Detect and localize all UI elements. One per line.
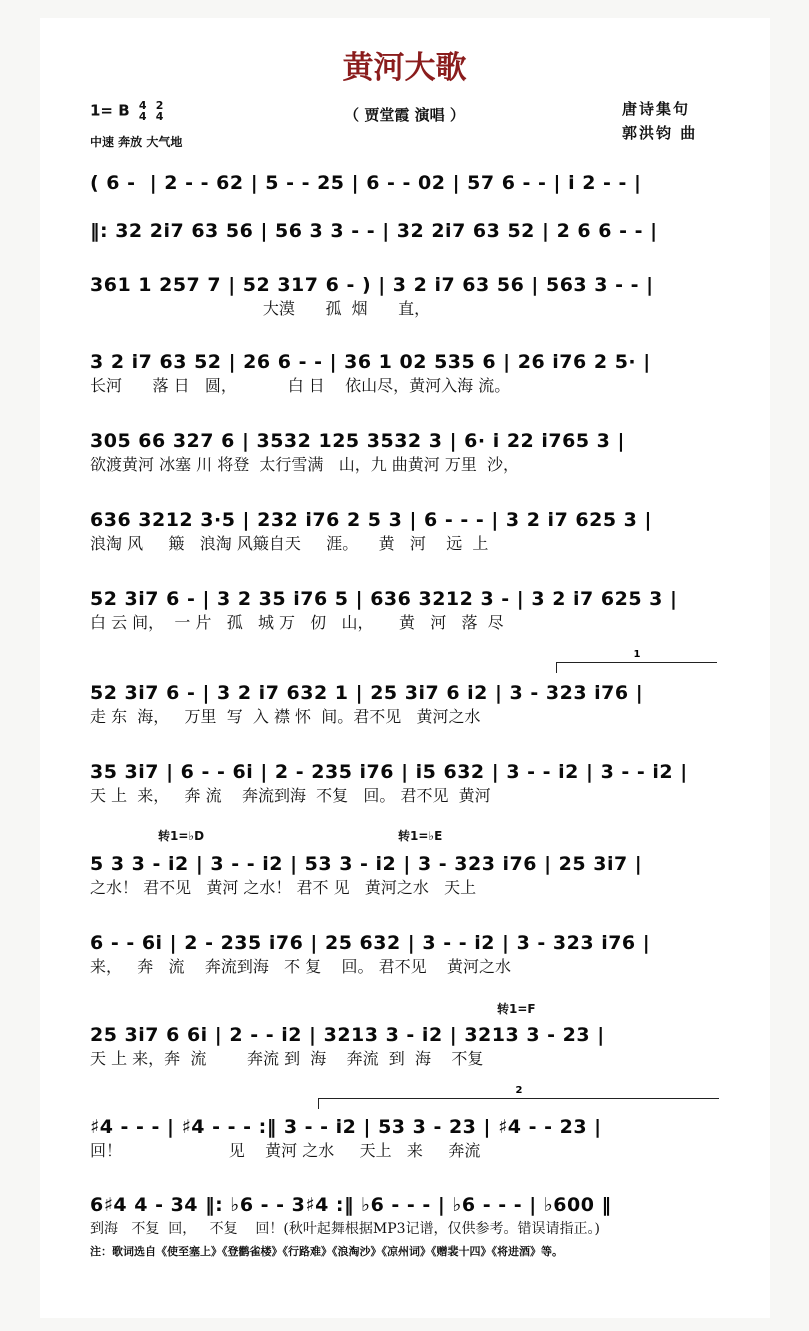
- notation-line: ♯4 - - - | ♯4 - - - :‖ 3 - - i2 | 53 3 - 23 | ♯4 - - 23 |: [90, 1116, 602, 1138]
- song-title: 黄河大歌: [342, 50, 467, 86]
- score-row: [90, 218, 730, 266]
- lyrics-line: 天 上 来， 奔 流 奔流到海 不复 回。 君不见 黄河: [90, 786, 491, 805]
- score-row: [90, 507, 730, 555]
- notation-line: 3 2 i7 63 52 | 26 6 - - | 36 1 02 535 6 | 26 i76 2 5· |: [90, 351, 651, 373]
- lyrics-line: 白 云 间， 一 片 孤 城 万 仞 山， 黄 河 落 尽: [90, 613, 504, 632]
- score-row: [90, 1192, 730, 1240]
- lyrics-line: 到海 不复 回， 不复 回！(秋叶起舞根据MP3记谱，仅供参考。错误请指正。): [90, 1221, 600, 1237]
- notation-line: 5 3 3 - i2 | 3 - - i2 | 53 3 - i2 | 3 - 323 i76 | 25 3i7 |: [90, 853, 643, 875]
- notation-line: 636 3212 3·5 | 232 i76 2 5 3 | 6 - - - | 3 2 i7 625 3 |: [90, 509, 652, 531]
- notation-line: 305 66 327 6 | 3532 125 3532 3 | 6· i 22 i765 3 |: [90, 430, 625, 452]
- lyricist-credit: 唐诗集句: [622, 100, 691, 118]
- meter-one: 4 4: [138, 99, 147, 123]
- footnote: 注：歌词选自《使至塞上》《登鹳雀楼》《行路难》《浪淘沙》《凉州词》《赠裴十四》《将进酒》等。: [90, 1245, 563, 1258]
- notation-line: 52 3i7 6 - | 3 2 i7 632 1 | 25 3i7 6 i2 | 3 - 323 i76 |: [90, 682, 644, 704]
- meter-two: 2 4: [155, 99, 164, 123]
- lyrics-line: 天 上 来，奔 流 奔流 到 海 奔流 到 海 不复: [90, 1049, 484, 1068]
- lyrics-line: 来， 奔 流 奔流到海 不 复 回。 君不见 黄河之水: [90, 957, 511, 976]
- volta-bracket-1: 1: [556, 662, 717, 673]
- score-row: [90, 349, 730, 397]
- key-signature: [90, 100, 163, 122]
- lyrics-line: 走 东 海， 万里 写 入 襟 怀 间。君不见 黄河之水: [90, 707, 481, 726]
- score-row: [90, 930, 730, 978]
- notation-line: ( 6 - | 2 - - 62 | 5 - - 25 | 6 - - 02 | 57 6 - - | i 2 - - |: [90, 172, 642, 194]
- singer-credit: （ 贾堂霞 演唱 ）: [344, 106, 465, 124]
- score-row: [90, 680, 730, 728]
- score-row: [90, 851, 730, 899]
- lyrics-line: 欲渡黄河 冰塞 川 将登 太行雪满 山，九 曲黄河 万里 沙，: [90, 455, 520, 474]
- score-row: [90, 170, 730, 218]
- score-row: [90, 586, 730, 634]
- lyrics-line: 大漠 孤 烟 直，: [90, 299, 431, 318]
- notation-line: 6♯4 4 - 34 ‖: ♭6 - - 3♯4 :‖ ♭6 - - - | ♭6 - - - | ♭600 ‖: [90, 1194, 612, 1216]
- notation-line: ‖: 32 2i7 63 56 | 56 3 3 - - | 32 2i7 63 52 | 2 6 6 - - |: [90, 220, 658, 242]
- score-row: [90, 272, 730, 320]
- score-row: [90, 1022, 730, 1070]
- composer-credit: 郭洪钧 曲: [622, 124, 698, 142]
- lyrics-line: 之水！ 君不见 黄河 之水！ 君不 见 黄河之水 天上: [90, 878, 477, 897]
- modulation-mark: 转1=♭D: [158, 829, 205, 843]
- modulation-mark: 转1=F: [497, 1002, 536, 1016]
- lyrics-line: [90, 244, 730, 266]
- lyrics-line: [90, 196, 730, 218]
- key-label: 1= B: [90, 101, 130, 120]
- notation-line: 52 3i7 6 - | 3 2 35 i76 5 | 636 3212 3 - | 3 2 i7 625 3 |: [90, 588, 678, 610]
- lyrics-line: 回！ 见 黄河 之水 天上 来 奔流: [90, 1141, 481, 1160]
- volta-bracket-2: 2: [318, 1098, 719, 1109]
- notation-line: 35 3i7 | 6 - - 6i | 2 - 235 i76 | i5 632 | 3 - - i2 | 3 - - i2 |: [90, 761, 688, 783]
- lyrics-line: 浪淘 风 簸 浪淘 风簸自天 涯。 黄 河 远 上: [90, 534, 489, 553]
- notation-line: 25 3i7 6 6i | 2 - - i2 | 3213 3 - i2 | 3213 3 - 23 |: [90, 1024, 605, 1046]
- score-row: [90, 1114, 730, 1162]
- modulation-mark: 转1=♭E: [398, 829, 443, 843]
- notation-line: 6 - - 6i | 2 - 235 i76 | 25 632 | 3 - - i2 | 3 - 323 i76 |: [90, 932, 651, 954]
- tempo-marking: 中速 奔放 大气地: [90, 135, 183, 149]
- notation-line: 361 1 257 7 | 52 317 6 - ) | 3 2 i7 63 56 | 563 3 - - |: [90, 274, 654, 296]
- lyrics-line: 长河 落 日 圆， 白 日 依山尽，黄河入海 流。: [90, 376, 511, 395]
- score-row: [90, 428, 730, 476]
- score-row: [90, 759, 730, 807]
